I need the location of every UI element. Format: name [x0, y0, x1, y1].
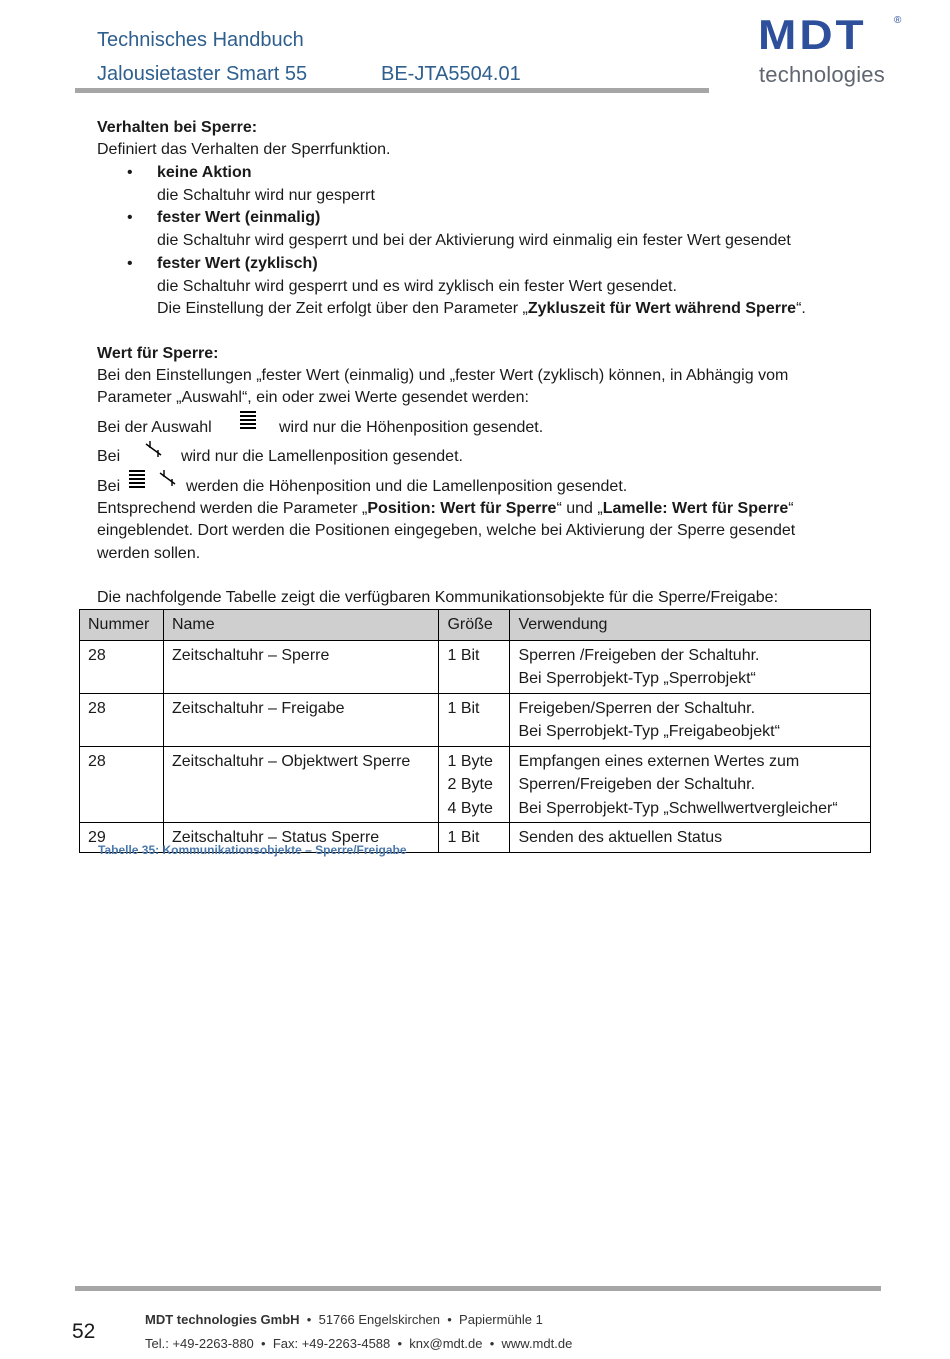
table-row — [80, 746, 871, 823]
city: 51766 Engelskirchen — [318, 1312, 441, 1327]
table-header-row — [80, 610, 871, 641]
paragraph-line: Bei den Einstellungen „fester Wert (einmalig) und „fester Wert (zyklisch) können, in Abhängig vom — [97, 367, 789, 384]
cell-name: Zeitschaltuhr – Objektwert Sperre — [163, 746, 439, 823]
paragraph-line: Parameter „Auswahl“, ein oder zwei Werte gesendet werden: — [97, 389, 529, 406]
product-name: Jalousietaster Smart 55 — [97, 63, 308, 85]
parameters-line: Entsprechend werden die Parameter „Position: Wert für Sperre“ und „Lamelle: Wert für Sperre“ — [97, 500, 794, 517]
selection-text: wird nur die Höhenposition gesendet. — [279, 419, 544, 436]
cell-size: 1 Bit — [439, 640, 510, 693]
article-number: BE-JTA5504.01 — [381, 63, 521, 85]
mdt-logo: MDT — [758, 11, 867, 59]
street: Papiermühle 1 — [459, 1312, 543, 1327]
table-intro: Die nachfolgende Tabelle zeigt die verfügbaren Kommunikationsobjekte für die Sperre/Freigabe: — [97, 589, 779, 606]
slat-position-icon — [145, 440, 163, 463]
cell-number: 28 — [80, 640, 164, 693]
cell-number: 28 — [80, 693, 164, 746]
parameter-position: Position: Wert für Sperre — [367, 500, 557, 517]
bullet-text: die Schaltuhr wird nur gesperrt — [157, 187, 375, 204]
page-number: 52 — [72, 1320, 96, 1343]
column-header-size: Größe — [439, 610, 510, 641]
fax: Fax: +49-2263-4588 — [272, 1336, 391, 1351]
cell-size: 1 Bit — [439, 693, 510, 746]
height-position-icon — [240, 410, 256, 435]
cell-usage: Freigeben/Sperren der Schaltuhr. Bei Sperrobjekt-Typ „Freigabeobjekt“ — [510, 693, 871, 746]
parameter-lamelle: Lamelle: Wert für Sperre — [602, 500, 789, 517]
cell-usage: Sperren /Freigeben der Schaltuhr. Bei Sperrobjekt-Typ „Sperrobjekt“ — [510, 640, 871, 693]
communication-objects-table — [79, 609, 871, 853]
selection-text: werden die Höhenposition und die Lamellenposition gesendet. — [186, 478, 628, 495]
document-title: Technisches Handbuch — [97, 29, 304, 51]
selection-line-slat: Bei — [97, 448, 121, 465]
bullet-text: die Schaltuhr wird gesperrt und bei der Aktivierung wird einmalig ein fester Wert gesendet — [157, 232, 791, 249]
paragraph-line: werden sollen. — [97, 545, 201, 562]
table-row — [80, 693, 871, 746]
section-heading-verhalten: Verhalten bei Sperre: — [97, 119, 258, 136]
bullet-text: die Schaltuhr wird gesperrt und es wird zyklisch ein fester Wert gesendet. — [157, 278, 677, 295]
paragraph-line: eingeblendet. Dort werden die Positionen eingegeben, welche bei Aktivierung der Sperre gesendet — [97, 522, 796, 539]
bullet-dot: • — [127, 164, 133, 181]
height-position-icon — [129, 469, 145, 494]
registered-mark: ® — [894, 15, 902, 26]
cell-number: 28 — [80, 746, 164, 823]
header-divider — [75, 88, 709, 93]
cell-name: Zeitschaltuhr – Freigabe — [163, 693, 439, 746]
bullet-title: fester Wert (einmalig) — [157, 209, 321, 226]
bullet-title: fester Wert (zyklisch) — [157, 255, 318, 272]
parameter-name: Zykluszeit für Wert während Sperre — [527, 300, 797, 317]
company-name: MDT technologies GmbH — [145, 1312, 300, 1327]
cell-name: Zeitschaltuhr – Status Sperre — [163, 823, 439, 853]
bullet-dot: • — [127, 255, 133, 272]
slat-position-icon — [159, 469, 177, 492]
bullet-title: keine Aktion — [157, 164, 252, 181]
section-heading-wert: Wert für Sperre: — [97, 345, 219, 362]
table-row — [80, 640, 871, 693]
bullet-text-parameter: Die Einstellung der Zeit erfolgt über den Parameter „Zykluszeit für Wert während Sperre“. — [157, 300, 806, 317]
cell-size: 1 Bit — [439, 823, 510, 853]
website-link[interactable]: www.mdt.de — [501, 1336, 573, 1351]
bullet-dot: • — [127, 209, 133, 226]
column-header-usage: Verwendung — [510, 610, 871, 641]
section-intro: Definiert das Verhalten der Sperrfunktion. — [97, 141, 391, 158]
email-link[interactable]: knx@mdt.de — [409, 1336, 483, 1351]
logo-subtext: technologies — [759, 62, 885, 87]
phone: Tel.: +49-2263-880 — [145, 1336, 254, 1351]
selection-line-height: Bei der Auswahl — [97, 419, 212, 436]
footer-address-line: MDT technologies GmbH • 51766 Engelskirchen • Papiermühle 1 — [145, 1312, 543, 1327]
selection-line-both: Bei — [97, 478, 121, 495]
cell-size: 1 Byte 2 Byte 4 Byte — [439, 746, 510, 823]
cell-usage: Empfangen eines externen Wertes zum Sperren/Freigeben der Schaltuhr. Bei Sperrobjekt-Typ „Schwellwertvergleicher“ — [510, 746, 871, 823]
cell-usage: Senden des aktuellen Status — [510, 823, 871, 853]
footer-divider — [75, 1286, 881, 1291]
cell-name: Zeitschaltuhr – Sperre — [163, 640, 439, 693]
footer-contact-line: Tel.: +49-2263-880 • Fax: +49-2263-4588 • knx@mdt.de • www.mdt.de — [145, 1336, 573, 1351]
table-caption: Tabelle 35: Kommunikationsobjekte – Sperre/Freigabe — [98, 843, 407, 857]
column-header-number: Nummer — [80, 610, 164, 641]
selection-text: wird nur die Lamellenposition gesendet. — [181, 448, 463, 465]
column-header-name: Name — [163, 610, 439, 641]
cell-number: 29 — [80, 823, 164, 853]
